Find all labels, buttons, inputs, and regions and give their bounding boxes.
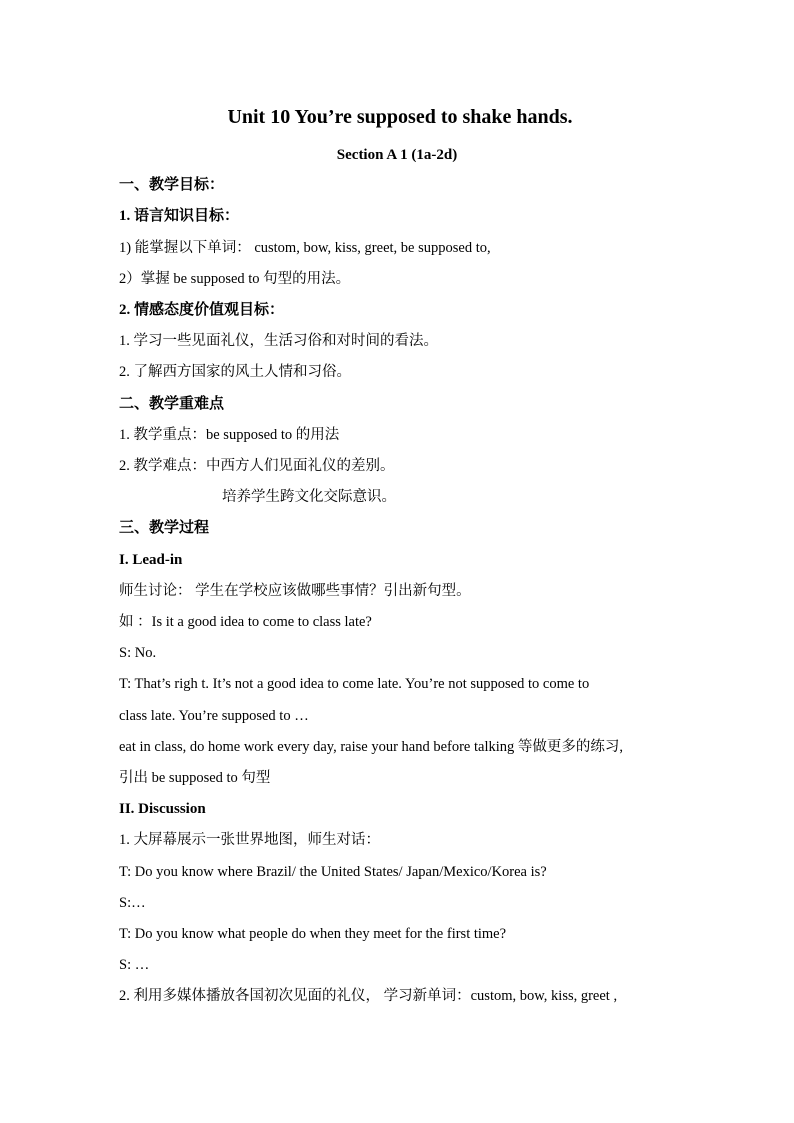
body-line: 如 ：Is it a good idea to come to class late? (119, 614, 372, 630)
body-line: 1. 大屏幕展示一张世界地图，师生对话： (119, 832, 380, 848)
section-subtitle: Section A 1 (1a-2d) (336, 147, 458, 163)
heading-key-points: 二、教学重难点 (119, 396, 225, 412)
body-line: T: That’s righ t. It’s not a good idea to come late. You’re not supposed to come to (119, 676, 590, 692)
body-line: S: No. (119, 645, 157, 661)
heading-teaching-process: 三、教学过程 (119, 520, 210, 536)
body-line: eat in class, do home work every day, raise your hand before talking 等做更多的练习, (119, 739, 624, 755)
heading-lead-in: I. Lead-in (119, 552, 183, 568)
document-title: Unit 10 You’re supposed to shake hands. (227, 106, 573, 128)
body-line: 2. 利用多媒体播放各国初次见面的礼仪， 学习新单词：custom, bow, kiss, greet , (119, 988, 618, 1004)
heading-discussion: II. Discussion (119, 801, 206, 817)
body-line: 1. 教学重点：be supposed to 的用法 (119, 427, 340, 443)
body-line: S:… (119, 895, 146, 911)
body-line: 师生讨论： 学生在学校应该做哪些事情？引出新句型。 (119, 583, 471, 599)
heading-emotional-objectives: 2. 情感态度价值观目标： (119, 302, 285, 318)
body-line: 1. 学习一些见面礼仪，生活习俗和对时间的看法。 (119, 333, 438, 349)
body-line: 2. 了解西方国家的风土人情和习俗。 (119, 364, 351, 380)
body-line: T: Do you know where Brazil/ the United States/ Japan/Mexico/Korea is? (119, 864, 547, 880)
body-line: S: … (119, 957, 150, 973)
body-line: 培养学生跨文化交际意识。 (222, 489, 396, 505)
body-line: 引出 be supposed to 句型 (119, 770, 271, 786)
body-line: 1) 能掌握以下单词： custom, bow, kiss, greet, be supposed to, (119, 240, 491, 256)
body-line: class late. You’re supposed to … (119, 708, 309, 724)
body-line: 2）掌握 be supposed to 句型的用法。 (119, 271, 351, 287)
heading-teaching-objectives: 一、教学目标： (119, 177, 225, 193)
heading-language-objectives: 1. 语言知识目标： (119, 208, 240, 224)
body-line: 2. 教学难点：中西方人们见面礼仪的差别。 (119, 458, 395, 474)
body-line: T: Do you know what people do when they meet for the first time? (119, 926, 507, 942)
